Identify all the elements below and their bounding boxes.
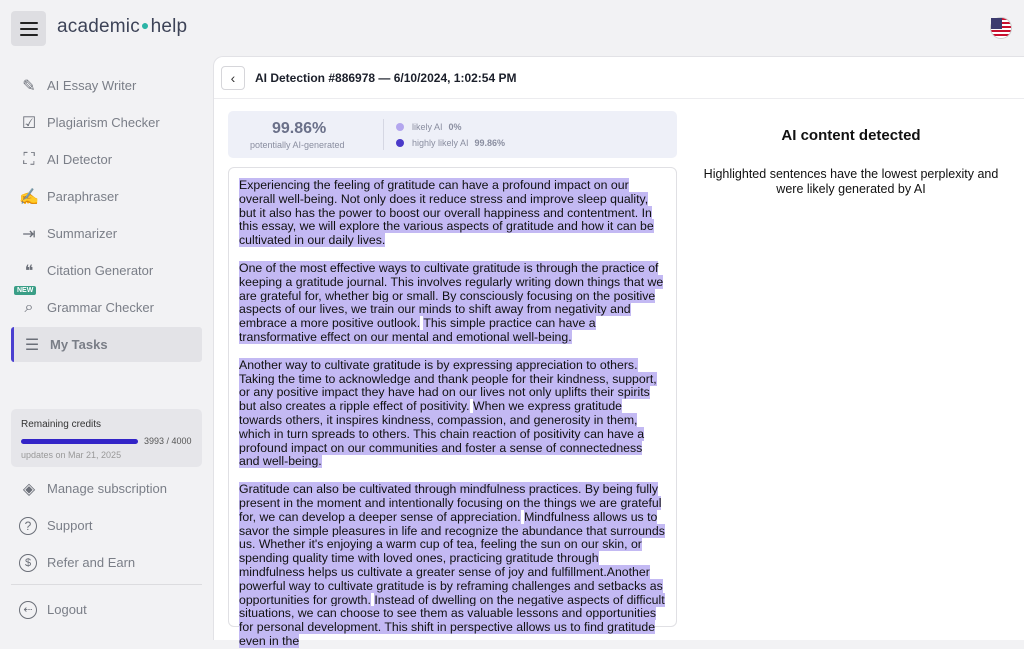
- logout-label: Logout: [47, 602, 87, 617]
- menu-button[interactable]: [11, 11, 46, 46]
- sidebar-item-label: AI Essay Writer: [47, 78, 137, 93]
- highlighted-sentence: When we express gratitude towards others, it inspires kindness, compassion, and generosity in them, which in turn spreads to others. This chain reaction of positivity can have a profound impact on our communities and foster a sense of connectedness and well-being.: [239, 399, 645, 469]
- sidebar-item-label: Grammar Checker: [47, 300, 154, 315]
- sidebar-item-grammar-checker[interactable]: [11, 287, 202, 325]
- page-title: AI Detection #886978 — 6/10/2024, 1:02:54 PM: [255, 71, 517, 85]
- highlighted-sentence: This simple practice can have a transformative effect on our mental and emotional well-being.: [239, 316, 596, 344]
- hamburger-icon: [20, 34, 38, 36]
- highly-likely-ai-dot: [396, 139, 404, 147]
- support-link[interactable]: [11, 508, 202, 543]
- logo-dot: ●: [140, 17, 150, 33]
- sidebar-item-label: Summarizer: [47, 226, 118, 241]
- sidebar-item-label: My Tasks: [50, 337, 108, 352]
- sidebar-item-my-tasks[interactable]: [11, 327, 202, 362]
- dollar-icon: $: [19, 554, 37, 572]
- logo-text-left: academic: [57, 16, 140, 37]
- highlighted-sentence: Experiencing the feeling of gratitude can have a profound impact on our overall well-being. Not only does it reduce stress and improve sleep quality, but it also has the power to boost our overall happiness and contentment. In this essay, we will explore the various aspects of gratitude and how it can be cultivated in our daily lives.: [239, 178, 654, 248]
- sidebar: [0, 56, 213, 640]
- sidebar-item-label: Paraphraser: [47, 189, 119, 204]
- tasks-icon: ☰: [24, 336, 40, 354]
- paragraph: [239, 179, 666, 248]
- sidebar-item-label: Citation Generator: [47, 263, 154, 278]
- refer-and-earn-label: Refer and Earn: [47, 555, 136, 570]
- logout-button[interactable]: [11, 592, 202, 627]
- hamburger-icon: [20, 28, 38, 30]
- highlighted-sentence: Instead of dwelling on the negative aspects of difficult situations, we can choose to see them as valuable lessons and opportunities for personal development. This shift in perspective allows us to find gratitude even in the: [239, 592, 665, 648]
- top-bar: [0, 0, 1024, 56]
- highlighted-sentence: Gratitude can also be cultivated through mindfulness practices. By being fully present in the moment and intentionally focusing on the things we are grateful for, we can develop a deeper sense of appreciation.: [239, 482, 662, 524]
- logout-icon: ⇠: [19, 601, 37, 619]
- pen-icon: ✎: [22, 77, 36, 95]
- new-badge: NEW: [14, 286, 36, 295]
- refer-and-earn-link[interactable]: [11, 545, 202, 580]
- sidebar-item-ai-essay-writer[interactable]: [11, 68, 202, 103]
- likely-ai-value: 0%: [448, 122, 462, 132]
- ai-score-label: potentially AI-generated: [250, 140, 345, 150]
- check-document-icon: ☑: [21, 114, 37, 132]
- likely-ai-label: likely AI: [412, 122, 443, 132]
- main-panel: [213, 56, 1024, 648]
- result-title: AI content detected: [781, 127, 921, 144]
- credits-card: [11, 409, 202, 467]
- quote-icon: ❝: [24, 262, 34, 280]
- document-edit-icon: ✍: [19, 188, 39, 206]
- credits-progress-bar: [21, 439, 138, 444]
- sidebar-item-plagiarism-checker[interactable]: [11, 105, 202, 140]
- highly-likely-ai-value: 99.86%: [474, 138, 506, 148]
- credits-title: Remaining credits: [21, 419, 102, 430]
- sidebar-item-citation-generator[interactable]: [11, 253, 202, 288]
- analyzed-text-panel[interactable]: [228, 167, 677, 648]
- sidebar-item-label: Plagiarism Checker: [47, 115, 160, 130]
- credits-progress-fill: [21, 439, 138, 444]
- support-label: Support: [47, 518, 93, 533]
- legend-likely-ai: [396, 122, 462, 132]
- highlighted-sentence: Mindfulness allows us to savor the simple pleasures in life and recognize the abundance that surrounds us. Whether it's enjoying a warm cup of tea, feeling the sun on our skin, or spending quality time with loved ones, practicing gratitude through mindfulness helps us cultivate a greater sense of joy and fulfillment.Another powerful way to cultivate gratitude is by reframing challenges and setbacks as opportunities for growth.: [239, 509, 665, 607]
- hamburger-icon: [20, 22, 38, 24]
- chevron-left-icon: ‹: [230, 70, 236, 86]
- logo-text-right: help: [150, 16, 188, 37]
- question-icon: ?: [19, 517, 37, 535]
- highlighted-sentence: One of the most effective ways to cultivate gratitude is through the practice of keeping a gratitude journal. This involves regularly writing down things that we are grateful for, whether big or small. By consciously focusing on the positive aspects of our lives, we train our minds to shift away from negativity and embrace a more positive outlook.: [239, 260, 664, 331]
- result-description: Highlighted sentences have the lowest perplexity and were likely generated by AI: [703, 167, 999, 196]
- paragraph: [239, 483, 666, 649]
- summarize-arrows-icon: ⇥: [22, 225, 36, 243]
- sidebar-item-label: AI Detector: [47, 152, 113, 167]
- logo[interactable]: [57, 16, 187, 38]
- paragraph: [239, 359, 666, 469]
- magnifier-icon: ⌕: [24, 298, 34, 316]
- scan-icon: ⛶: [23, 150, 35, 168]
- us-flag-icon[interactable]: [990, 17, 1012, 39]
- sidebar-item-ai-detector[interactable]: [11, 142, 202, 177]
- detection-header: [214, 57, 1024, 99]
- legend-highly-likely-ai: [396, 138, 505, 148]
- score-divider: [383, 119, 384, 150]
- likely-ai-dot: [396, 123, 404, 131]
- credits-count: 3993 / 4000: [144, 436, 192, 446]
- highly-likely-ai-label: highly likely AI: [412, 138, 469, 148]
- paragraph: [239, 262, 666, 345]
- credits-update-date: updates on Mar 21, 2025: [21, 450, 122, 460]
- score-summary: [228, 111, 677, 158]
- ai-score-percent: 99.86%: [272, 120, 327, 137]
- manage-subscription-label: Manage subscription: [47, 481, 167, 496]
- sidebar-item-paraphraser[interactable]: [11, 179, 202, 214]
- highlighted-sentence: Another way to cultivate gratitude is by expressing appreciation to others. Taking the time to acknowledge and thank people for their kindness, support, or any positive impact they have had on our lives not only uplifts their spirits but also creates a ripple effect of positivity.: [239, 357, 657, 414]
- manage-subscription-link[interactable]: [11, 471, 202, 506]
- sidebar-divider: [11, 584, 202, 585]
- back-button[interactable]: [221, 66, 245, 90]
- sidebar-item-summarizer[interactable]: [11, 216, 202, 251]
- diamond-icon: ◈: [22, 480, 36, 498]
